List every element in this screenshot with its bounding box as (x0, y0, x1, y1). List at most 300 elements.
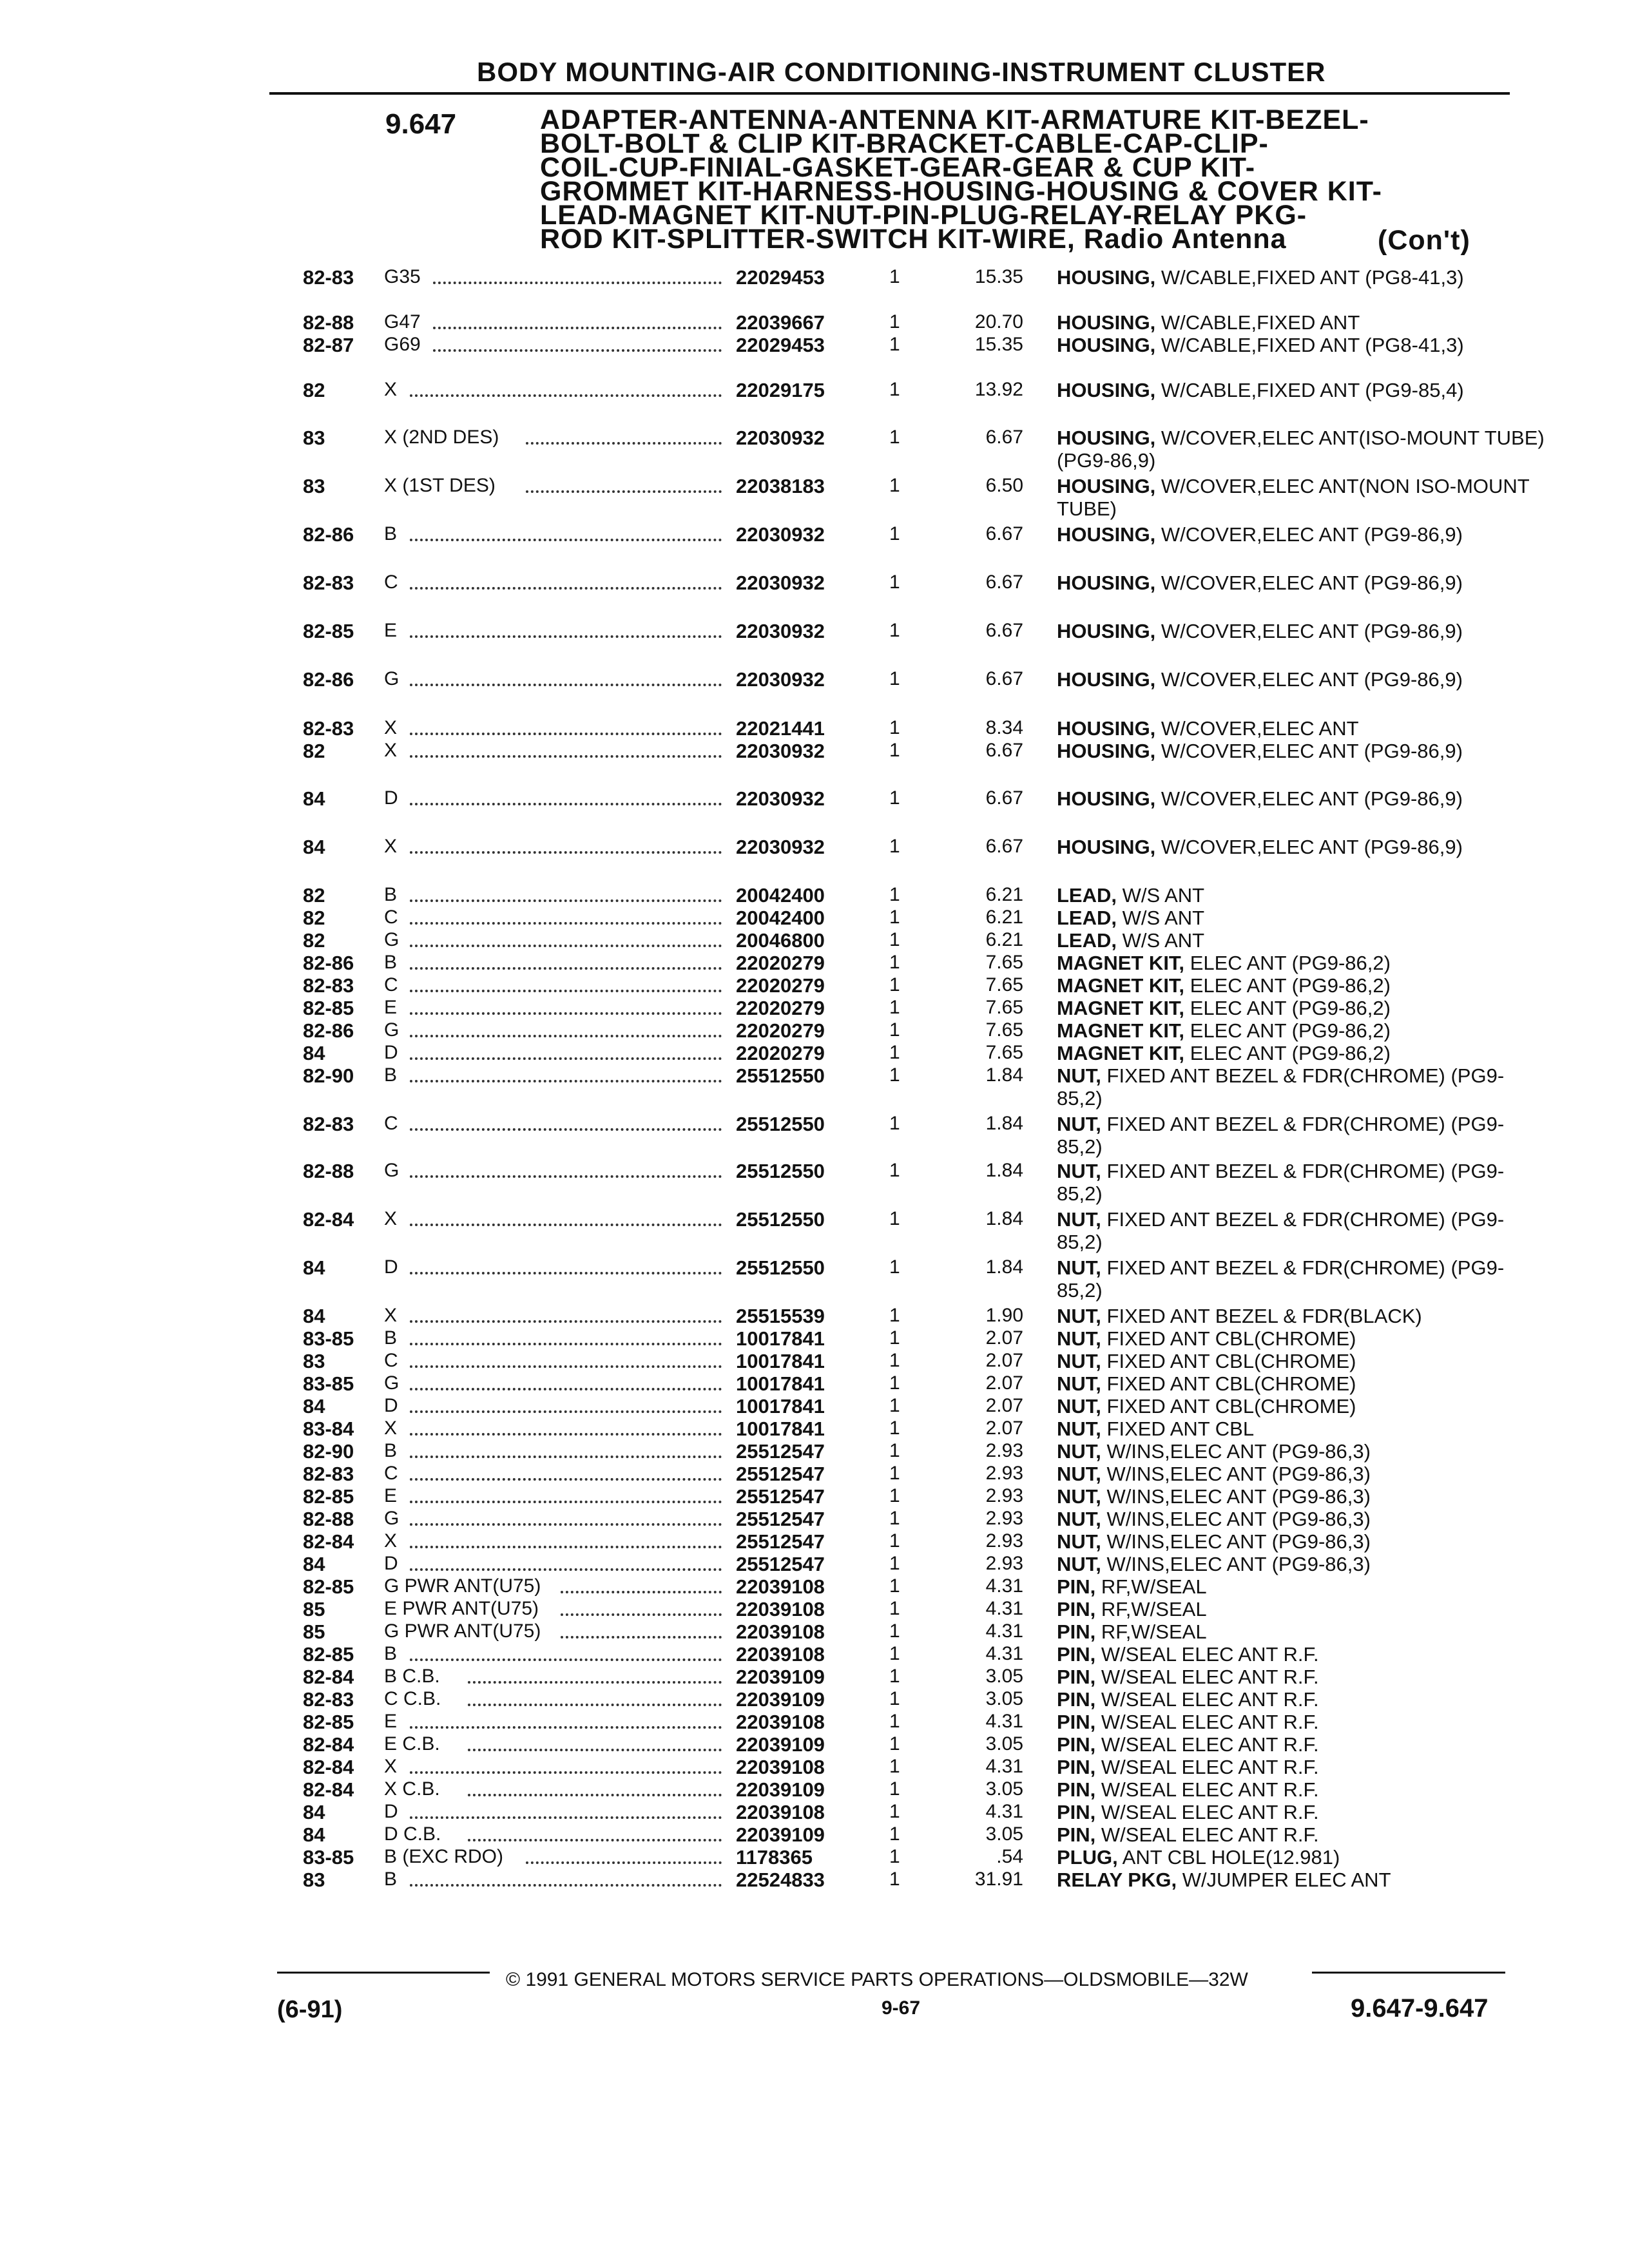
row-leader-dots (468, 1681, 722, 1684)
row-part-name: RELAY PKG, (1057, 1869, 1177, 1891)
row-price: 1.84 (985, 1113, 1023, 1134)
row-part-detail: W/COVER,ELEC ANT (PG9-86,9) (1161, 740, 1463, 762)
row-description (1057, 1598, 1547, 1620)
row-part-detail: RF,W/SEAL (1101, 1620, 1207, 1643)
row-part-number: 22039108 (736, 1801, 825, 1823)
row-model: G (384, 1160, 400, 1181)
row-quantity: 1 (889, 523, 900, 544)
row-price: 2.07 (985, 1350, 1023, 1371)
row-price: 2.93 (985, 1485, 1023, 1506)
row-model: E (384, 1711, 398, 1732)
row-description (1057, 1256, 1547, 1302)
row-year-range: 83-85 (303, 1327, 354, 1350)
row-part-number: 25512547 (736, 1553, 825, 1575)
row-leader-dots (410, 1816, 722, 1819)
row-part-name: MAGNET KIT, (1057, 974, 1185, 997)
row-description (1057, 1113, 1547, 1158)
row-model: C (384, 572, 398, 593)
row-price: 2.07 (985, 1372, 1023, 1394)
row-quantity: 1 (889, 572, 900, 593)
row-part-number: 22039109 (736, 1733, 825, 1756)
row-leader-dots (468, 1704, 722, 1706)
row-leader-dots (410, 1410, 722, 1413)
row-model: X (1ST DES) (384, 475, 496, 496)
row-part-number: 22039108 (736, 1643, 825, 1666)
row-description (1057, 907, 1547, 929)
row-year-range: 82-90 (303, 1440, 354, 1463)
row-part-detail: FIXED ANT BEZEL & FDR(CHROME) (PG9-85,2) (1057, 1064, 1505, 1110)
row-part-name: HOUSING, (1057, 572, 1156, 594)
row-description (1057, 1440, 1547, 1463)
row-year-range: 82 (303, 929, 325, 952)
row-price: 1.90 (985, 1305, 1023, 1326)
row-model: X (384, 1208, 398, 1229)
row-model: G (384, 929, 400, 950)
row-leader-dots (410, 1478, 722, 1481)
row-description (1057, 1485, 1547, 1508)
row-model: B (384, 884, 398, 905)
row-part-name: PIN, (1057, 1733, 1096, 1756)
row-model: E (384, 997, 398, 1018)
section-heading-line: ADAPTER-ANTENNA-ANTENNA KIT-ARMATURE KIT-BEZEL- (540, 104, 1369, 135)
row-leader-dots (410, 1388, 722, 1390)
row-price: 4.31 (985, 1643, 1023, 1664)
row-quantity: 1 (889, 1327, 900, 1349)
row-description (1057, 1711, 1547, 1733)
row-description (1057, 1418, 1547, 1440)
row-price: 2.93 (985, 1463, 1023, 1484)
row-part-detail: W/COVER,ELEC ANT (PG9-86,9) (1161, 572, 1463, 594)
row-price: 6.50 (985, 475, 1023, 496)
row-year-range: 83-85 (303, 1372, 354, 1395)
row-part-number: 10017841 (736, 1350, 825, 1372)
row-quantity: 1 (889, 1019, 900, 1041)
row-description (1057, 1666, 1547, 1688)
row-quantity: 1 (889, 1756, 900, 1777)
row-price: 4.31 (985, 1598, 1023, 1619)
row-part-name: MAGNET KIT, (1057, 1019, 1185, 1042)
row-part-number: 25515539 (736, 1305, 825, 1327)
row-description (1057, 334, 1547, 356)
row-year-range: 82-88 (303, 1508, 354, 1530)
row-part-number: 22020279 (736, 952, 825, 974)
row-description (1057, 1508, 1547, 1530)
row-part-number: 25512550 (736, 1256, 825, 1279)
row-quantity: 1 (889, 427, 900, 448)
row-description (1057, 1553, 1547, 1575)
row-part-number: 22030932 (736, 787, 825, 810)
row-year-range: 82-84 (303, 1778, 354, 1801)
row-year-range: 82-83 (303, 1113, 354, 1135)
row-description (1057, 475, 1547, 520)
row-leader-dots (410, 945, 722, 947)
row-description (1057, 1463, 1547, 1485)
row-model: E (384, 1485, 398, 1506)
row-part-number: 22038183 (736, 475, 825, 497)
row-part-detail: W/INS,ELEC ANT (PG9-86,3) (1106, 1463, 1371, 1485)
row-description (1057, 1846, 1547, 1869)
row-price: 2.07 (985, 1418, 1023, 1439)
row-description (1057, 523, 1547, 546)
row-model: G69 (384, 334, 421, 355)
row-price: 6.67 (985, 668, 1023, 689)
row-description (1057, 427, 1547, 472)
row-quantity: 1 (889, 997, 900, 1018)
row-quantity: 1 (889, 717, 900, 738)
row-leader-dots (410, 922, 722, 925)
row-part-detail: W/SEAL ELEC ANT R.F. (1101, 1756, 1319, 1778)
row-leader-dots (410, 1080, 722, 1082)
row-part-number: 22020279 (736, 997, 825, 1019)
row-price: 1.84 (985, 1256, 1023, 1278)
row-description (1057, 572, 1547, 594)
row-description (1057, 974, 1547, 997)
row-year-range: 83 (303, 475, 325, 497)
row-quantity: 1 (889, 787, 900, 809)
row-description (1057, 1042, 1547, 1064)
row-part-name: NUT, (1057, 1256, 1101, 1279)
row-year-range: 82-83 (303, 717, 354, 740)
row-year-range: 82 (303, 884, 325, 907)
row-part-name: NUT, (1057, 1463, 1101, 1485)
row-leader-dots (561, 1613, 722, 1616)
row-part-number: 20046800 (736, 929, 825, 952)
row-price: 3.05 (985, 1666, 1023, 1687)
row-part-number: 22020279 (736, 974, 825, 997)
row-price: 15.35 (974, 266, 1023, 287)
row-part-name: NUT, (1057, 1208, 1101, 1231)
row-quantity: 1 (889, 1256, 900, 1278)
row-part-number: 10017841 (736, 1395, 825, 1418)
row-price: 2.93 (985, 1530, 1023, 1552)
row-price: 6.67 (985, 836, 1023, 857)
row-description (1057, 929, 1547, 952)
row-price: 6.67 (985, 740, 1023, 761)
row-model: B (384, 952, 398, 973)
row-part-detail: ELEC ANT (PG9-86,2) (1190, 1019, 1391, 1042)
row-part-detail: W/S ANT (1122, 884, 1205, 907)
row-part-name: HOUSING, (1057, 740, 1156, 762)
row-leader-dots (433, 349, 722, 352)
row-model: B (384, 1440, 398, 1461)
row-part-name: HOUSING, (1057, 311, 1156, 334)
row-leader-dots (526, 442, 722, 445)
row-leader-dots (410, 1365, 722, 1368)
row-model: B (384, 1869, 398, 1890)
section-heading-line: ROD KIT-SPLITTER-SWITCH KIT-WIRE, Radio Antenna (540, 224, 1287, 255)
row-part-detail: W/COVER,ELEC ANT (PG9-86,9) (1161, 836, 1463, 858)
row-price: 2.07 (985, 1327, 1023, 1349)
row-model: C (384, 1113, 398, 1134)
row-quantity: 1 (889, 1042, 900, 1063)
row-part-detail: W/CABLE,FIXED ANT (PG8-41,3) (1161, 334, 1464, 356)
row-part-name: HOUSING, (1057, 668, 1156, 691)
row-description (1057, 836, 1547, 858)
row-quantity: 1 (889, 884, 900, 905)
row-quantity: 1 (889, 1643, 900, 1664)
page-header-title: BODY MOUNTING-AIR CONDITIONING-INSTRUMENT CLUSTER (477, 57, 1326, 87)
row-part-detail: W/CABLE,FIXED ANT (PG9-85,4) (1161, 379, 1464, 401)
row-quantity: 1 (889, 620, 900, 641)
row-description (1057, 1372, 1547, 1395)
row-year-range: 82-85 (303, 1575, 354, 1598)
row-part-number: 20042400 (736, 907, 825, 929)
row-price: 6.21 (985, 907, 1023, 928)
row-part-name: PIN, (1057, 1598, 1096, 1620)
row-year-range: 82-86 (303, 523, 354, 546)
row-year-range: 82-87 (303, 334, 354, 356)
row-part-detail: ANT CBL HOLE(12.981) (1122, 1846, 1340, 1869)
row-price: 6.67 (985, 787, 1023, 809)
row-part-number: 10017841 (736, 1418, 825, 1440)
row-year-range: 82-86 (303, 952, 354, 974)
row-part-detail: W/SEAL ELEC ANT R.F. (1101, 1778, 1319, 1801)
row-part-name: HOUSING, (1057, 266, 1156, 289)
row-part-name: PIN, (1057, 1756, 1096, 1778)
row-quantity: 1 (889, 334, 900, 355)
row-part-detail: FIXED ANT CBL(CHROME) (1106, 1327, 1356, 1350)
row-description (1057, 1688, 1547, 1711)
row-part-name: NUT, (1057, 1485, 1101, 1508)
row-leader-dots (410, 755, 722, 758)
row-year-range: 82-85 (303, 997, 354, 1019)
row-price: 3.05 (985, 1733, 1023, 1754)
row-part-detail: FIXED ANT CBL(CHROME) (1106, 1395, 1356, 1418)
row-part-name: PIN, (1057, 1575, 1096, 1598)
row-quantity: 1 (889, 1869, 900, 1890)
row-part-detail: W/SEAL ELEC ANT R.F. (1101, 1688, 1319, 1711)
row-part-name: NUT, (1057, 1440, 1101, 1463)
row-price: 2.93 (985, 1508, 1023, 1529)
row-model: G (384, 668, 400, 689)
row-part-detail: W/INS,ELEC ANT (PG9-86,3) (1106, 1530, 1371, 1553)
row-part-number: 25512547 (736, 1440, 825, 1463)
row-part-number: 22029453 (736, 266, 825, 289)
row-part-number: 22039109 (736, 1688, 825, 1711)
row-model: D (384, 1256, 398, 1278)
row-year-range: 84 (303, 787, 325, 810)
row-model: G (384, 1508, 400, 1529)
row-description (1057, 1801, 1547, 1823)
row-price: 6.67 (985, 620, 1023, 641)
row-part-name: NUT, (1057, 1372, 1101, 1395)
row-part-number: 22524833 (736, 1869, 825, 1891)
row-quantity: 1 (889, 475, 900, 496)
row-quantity: 1 (889, 1778, 900, 1800)
row-year-range: 82-85 (303, 620, 354, 642)
row-year-range: 82-83 (303, 1688, 354, 1711)
row-part-number: 25512550 (736, 1064, 825, 1087)
row-description (1057, 1530, 1547, 1553)
header-rule (269, 92, 1510, 95)
row-model: G (384, 1372, 400, 1394)
row-year-range: 82-85 (303, 1485, 354, 1508)
row-leader-dots (410, 1224, 722, 1226)
row-quantity: 1 (889, 1575, 900, 1597)
row-part-number: 22030932 (736, 836, 825, 858)
row-description (1057, 1643, 1547, 1666)
row-model: C C.B. (384, 1688, 441, 1709)
row-part-detail: ELEC ANT (PG9-86,2) (1190, 974, 1391, 997)
row-part-detail: ELEC ANT (PG9-86,2) (1190, 997, 1391, 1019)
continued-label: (Con't) (1378, 225, 1470, 256)
row-quantity: 1 (889, 1711, 900, 1732)
row-year-range: 82-86 (303, 1019, 354, 1042)
row-year-range: 82-88 (303, 311, 354, 334)
row-leader-dots (433, 282, 722, 284)
row-year-range: 84 (303, 1305, 325, 1327)
row-price: 2.07 (985, 1395, 1023, 1416)
row-leader-dots (433, 327, 722, 329)
row-price: 3.05 (985, 1688, 1023, 1709)
row-part-name: LEAD, (1057, 884, 1117, 907)
row-part-number: 22030932 (736, 668, 825, 691)
row-part-name: NUT, (1057, 1327, 1101, 1350)
row-part-number: 25512547 (736, 1463, 825, 1485)
row-leader-dots (410, 394, 722, 397)
row-quantity: 1 (889, 1160, 900, 1181)
row-quantity: 1 (889, 1508, 900, 1529)
row-leader-dots (410, 1272, 722, 1274)
row-description (1057, 266, 1547, 289)
row-part-detail: W/SEAL ELEC ANT R.F. (1101, 1643, 1319, 1666)
row-part-name: HOUSING, (1057, 334, 1156, 356)
row-part-name: MAGNET KIT, (1057, 997, 1185, 1019)
row-leader-dots (468, 1839, 722, 1841)
row-model: X (384, 1530, 398, 1552)
row-part-number: 25512547 (736, 1485, 825, 1508)
row-description (1057, 1575, 1547, 1598)
row-part-detail: W/COVER,ELEC ANT (PG9-86,9) (1161, 668, 1463, 691)
row-leader-dots (410, 1456, 722, 1458)
row-part-number: 22029453 (736, 334, 825, 356)
row-part-name: PIN, (1057, 1643, 1096, 1666)
row-quantity: 1 (889, 1485, 900, 1506)
row-model: G PWR ANT(U75) (384, 1575, 541, 1597)
row-model: D C.B. (384, 1823, 441, 1845)
section-heading-line: BOLT-BOLT & CLIP KIT-BRACKET-CABLE-CAP-CLIP- (540, 128, 1269, 159)
row-price: 7.65 (985, 1019, 1023, 1041)
row-part-number: 22039108 (736, 1711, 825, 1733)
row-description (1057, 740, 1547, 762)
row-model: D (384, 1801, 398, 1822)
row-model: G35 (384, 266, 421, 287)
row-leader-dots (468, 1794, 722, 1796)
row-price: 3.05 (985, 1823, 1023, 1845)
row-part-detail: W/SEAL ELEC ANT R.F. (1101, 1666, 1319, 1688)
row-leader-dots (410, 1658, 722, 1661)
row-part-number: 22039108 (736, 1756, 825, 1778)
row-part-number: 22039109 (736, 1778, 825, 1801)
row-part-name: LEAD, (1057, 907, 1117, 929)
row-year-range: 83-85 (303, 1846, 354, 1869)
row-quantity: 1 (889, 974, 900, 995)
row-part-detail: W/SEAL ELEC ANT R.F. (1101, 1823, 1319, 1846)
row-part-number: 22020279 (736, 1019, 825, 1042)
row-part-name: HOUSING, (1057, 787, 1156, 810)
row-quantity: 1 (889, 907, 900, 928)
row-quantity: 1 (889, 379, 900, 400)
footer-section-range: 9.647-9.647 (1351, 1994, 1489, 2023)
row-year-range: 82-84 (303, 1756, 354, 1778)
row-quantity: 1 (889, 1395, 900, 1416)
row-price: 7.65 (985, 974, 1023, 995)
row-quantity: 1 (889, 311, 900, 332)
row-part-name: HOUSING, (1057, 475, 1156, 497)
row-model: X (384, 379, 398, 400)
row-part-name: NUT, (1057, 1395, 1101, 1418)
row-year-range: 82-83 (303, 1463, 354, 1485)
row-part-detail: W/JUMPER ELEC ANT (1182, 1869, 1391, 1891)
row-quantity: 1 (889, 1208, 900, 1229)
row-model: X (384, 836, 398, 857)
row-leader-dots (410, 733, 722, 735)
row-leader-dots (410, 1568, 722, 1571)
row-part-detail: FIXED ANT CBL(CHROME) (1106, 1350, 1356, 1372)
row-price: 2.93 (985, 1440, 1023, 1461)
row-quantity: 1 (889, 1801, 900, 1822)
row-model: X (384, 1756, 398, 1777)
row-year-range: 82-85 (303, 1711, 354, 1733)
row-part-name: NUT, (1057, 1553, 1101, 1575)
row-part-number: 22030932 (736, 572, 825, 594)
row-quantity: 1 (889, 1823, 900, 1845)
row-part-detail: W/INS,ELEC ANT (PG9-86,3) (1106, 1508, 1371, 1530)
row-model: E C.B. (384, 1733, 440, 1754)
row-part-name: PIN, (1057, 1620, 1096, 1643)
row-year-range: 85 (303, 1620, 325, 1643)
row-description (1057, 952, 1547, 974)
row-quantity: 1 (889, 1620, 900, 1642)
row-year-range: 82-85 (303, 1643, 354, 1666)
row-quantity: 1 (889, 1666, 900, 1687)
row-part-name: MAGNET KIT, (1057, 952, 1185, 974)
row-model: B C.B. (384, 1666, 440, 1687)
row-description (1057, 884, 1547, 907)
row-part-name: PIN, (1057, 1778, 1096, 1801)
row-price: 3.05 (985, 1778, 1023, 1800)
row-description (1057, 379, 1547, 401)
row-part-detail: W/COVER,ELEC ANT (PG9-86,9) (1161, 620, 1463, 642)
row-part-name: PIN, (1057, 1688, 1096, 1711)
row-year-range: 82-84 (303, 1530, 354, 1553)
row-description (1057, 1823, 1547, 1846)
row-quantity: 1 (889, 1372, 900, 1394)
row-part-number: 22039108 (736, 1598, 825, 1620)
section-heading-line: GROMMET KIT-HARNESS-HOUSING-HOUSING & COVER KIT- (540, 176, 1382, 207)
row-year-range: 84 (303, 1256, 325, 1279)
row-part-detail: FIXED ANT BEZEL & FDR(BLACK) (1106, 1305, 1422, 1327)
row-description (1057, 1208, 1547, 1253)
row-part-name: NUT, (1057, 1530, 1101, 1553)
row-part-detail: W/SEAL ELEC ANT R.F. (1101, 1711, 1319, 1733)
row-part-detail: W/INS,ELEC ANT (PG9-86,3) (1106, 1440, 1371, 1463)
row-leader-dots (410, 1523, 722, 1526)
row-part-number: 22039108 (736, 1620, 825, 1643)
row-leader-dots (410, 587, 722, 590)
row-part-name: HOUSING, (1057, 523, 1156, 546)
row-year-range: 82-86 (303, 668, 354, 691)
row-part-detail: W/SEAL ELEC ANT R.F. (1101, 1733, 1319, 1756)
row-part-detail: W/COVER,ELEC ANT(ISO-MOUNT TUBE) (PG9-86,9) (1057, 427, 1545, 472)
row-year-range: 83 (303, 1869, 325, 1891)
row-year-range: 82-88 (303, 1160, 354, 1182)
row-leader-dots (410, 967, 722, 970)
row-part-number: 22039108 (736, 1575, 825, 1598)
row-year-range: 84 (303, 836, 325, 858)
row-leader-dots (526, 1861, 722, 1864)
row-leader-dots (561, 1591, 722, 1593)
